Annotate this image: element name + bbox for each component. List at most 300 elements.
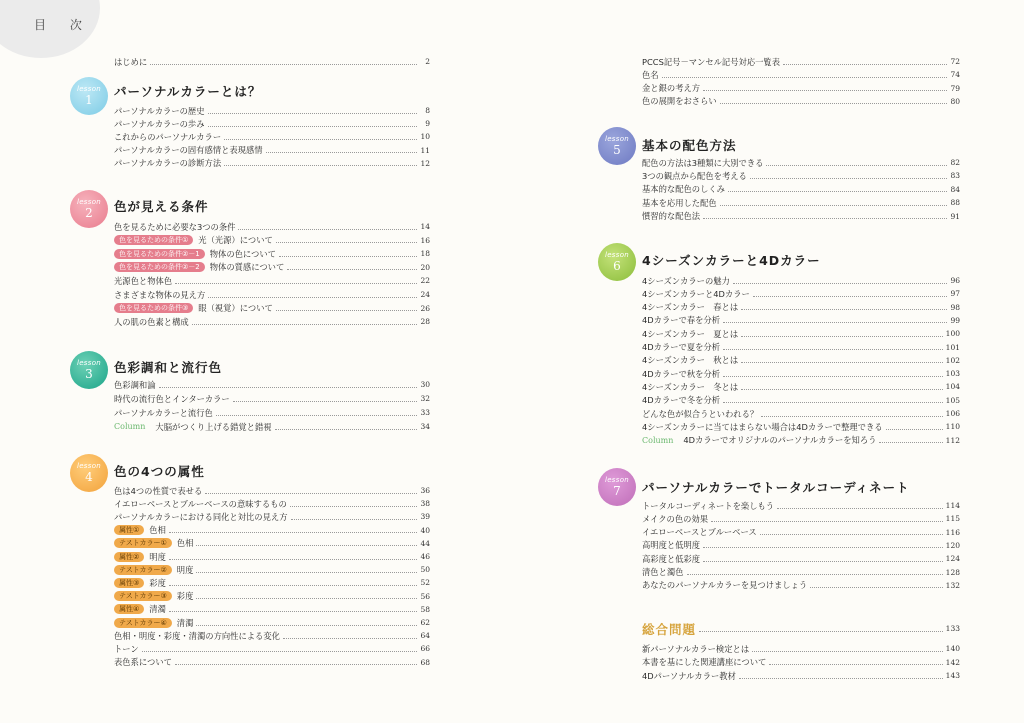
page-number: 102 — [945, 355, 960, 365]
toc-entry[interactable] — [114, 603, 430, 616]
dot-leader — [196, 620, 417, 626]
toc-entry[interactable] — [642, 196, 960, 209]
dot-leader — [169, 580, 417, 586]
lesson-5-title: 基本の配色方法 — [642, 138, 737, 153]
entry-tag: 属性③ — [114, 578, 144, 588]
lesson-2-title: 色が見える条件 — [114, 199, 209, 214]
page-number: 64 — [420, 631, 430, 641]
toc-entry[interactable] — [642, 367, 960, 380]
page-number: 79 — [950, 83, 960, 93]
lesson-number: 7 — [613, 484, 621, 498]
lesson-label: lesson — [76, 85, 102, 93]
entry-title: パーソナルカラーの歩み — [114, 118, 205, 129]
page-number: 98 — [950, 302, 960, 312]
toc-entry[interactable] — [114, 524, 430, 537]
toc-entry[interactable] — [114, 497, 430, 510]
lesson-label: lesson — [604, 476, 630, 484]
page-number: 116 — [945, 527, 960, 537]
entry-title: 基本を応用した配色 — [642, 197, 717, 208]
page-number: 38 — [420, 499, 430, 509]
dot-leader — [761, 411, 943, 417]
entry-title: 4シーズンカラー 秋とは — [642, 355, 739, 366]
entry-title: 清濁 — [149, 604, 166, 615]
dot-leader — [741, 304, 947, 310]
entry-title: パーソナルカラーにおける同化と対比の見え方 — [114, 511, 288, 522]
entry-title: 4シーズンカラー 冬とは — [642, 381, 739, 392]
page-number: 9 — [425, 119, 430, 129]
page-number: 50 — [420, 565, 430, 575]
toc-entry[interactable] — [114, 576, 430, 589]
toc-entry[interactable] — [642, 394, 960, 407]
entry-title: あなたのパーソナルカラーを見つけましょう — [642, 580, 808, 591]
lesson-1-badge — [70, 77, 108, 115]
dot-leader — [741, 357, 943, 363]
entry-title: 基本的な配色のしくみ — [642, 184, 725, 195]
page-number: 103 — [945, 369, 960, 379]
lesson-label: lesson — [76, 198, 102, 206]
dot-leader — [760, 529, 943, 535]
dot-leader — [208, 121, 417, 127]
page-number: 120 — [945, 540, 960, 550]
entry-title: 彩度 — [176, 591, 194, 602]
toc-entry[interactable] — [642, 499, 960, 512]
toc-entry[interactable] — [114, 274, 430, 287]
dot-leader — [216, 410, 417, 416]
entry-title: 4Dカラーでオリジナルのパーソナルカラーを知ろう — [683, 435, 877, 446]
dot-leader — [192, 319, 417, 325]
entry-tag: 属性① — [114, 525, 144, 535]
dot-leader — [766, 160, 947, 166]
dot-leader — [750, 173, 947, 179]
page-number: 84 — [950, 184, 960, 194]
toc-entry[interactable] — [114, 247, 430, 260]
dot-leader — [739, 673, 943, 679]
dot-leader — [275, 424, 417, 430]
entry-title: 彩度 — [149, 577, 166, 588]
lesson-5-badge — [598, 127, 636, 165]
toc-entry[interactable] — [642, 183, 960, 196]
toc-entry-intro[interactable] — [114, 55, 430, 68]
toc-entry[interactable] — [114, 315, 430, 328]
page-number: 26 — [420, 303, 430, 313]
dot-leader — [224, 134, 417, 140]
page-number: 10 — [420, 132, 430, 142]
dot-leader — [290, 501, 417, 507]
lesson-number: 6 — [613, 259, 621, 273]
dot-leader — [287, 264, 417, 270]
entry-title: イエローベースとブルーベースの意味するもの — [114, 498, 287, 509]
toc-entry[interactable] — [114, 288, 430, 301]
dot-leader — [810, 582, 942, 588]
page-number: 133 — [945, 624, 960, 633]
entry-tag: 色を見るための条件②－2 — [114, 262, 205, 272]
entry-title: 色の展開をおさらい — [642, 96, 717, 107]
lesson-label: lesson — [76, 462, 102, 470]
toc-entry[interactable] — [642, 526, 960, 539]
lesson-number: 3 — [85, 367, 93, 381]
entry-title: 大脳がつくり上げる錯覚と錯視 — [155, 421, 272, 432]
dot-leader — [224, 160, 417, 166]
entry-title: 金と銀の考え方 — [642, 83, 701, 94]
entry-title: 本書を基にした関連講座について — [642, 657, 767, 667]
entry-title: 色相 — [176, 538, 194, 549]
page-number: 82 — [950, 158, 960, 167]
toc-entry[interactable] — [642, 354, 960, 367]
entry-title: パーソナルカラーの固有感情と表現感情 — [114, 145, 263, 156]
dot-leader — [238, 224, 417, 230]
toc-entry[interactable] — [642, 274, 960, 287]
page-number: 72 — [950, 57, 960, 66]
entry-title: 清濁 — [176, 617, 194, 628]
toc-entry[interactable] — [114, 117, 430, 130]
dot-leader — [769, 659, 942, 665]
dot-leader — [723, 371, 943, 377]
lesson-label: lesson — [76, 359, 102, 367]
entry-title: パーソナルカラーの診断方法 — [114, 158, 222, 169]
entry-title: 4シーズンカラー 夏とは — [642, 328, 739, 339]
toc-entry[interactable] — [114, 656, 430, 669]
toc-entry[interactable] — [642, 552, 960, 565]
toc-entry[interactable] — [114, 144, 430, 157]
entry-title: どんな色が似合うといわれる？ — [642, 408, 759, 419]
entry-tag: 色を見るための条件③ — [114, 303, 193, 313]
entry-title: 4Dカラーで夏を分析 — [642, 342, 721, 352]
dot-leader — [728, 186, 947, 192]
entry-title: 色相・明度・彩度・清濁の方向性による変化 — [114, 630, 280, 641]
entry-title: PCCS記号－マンセル記号対応一覧表 — [642, 56, 781, 67]
entry-title: 4シーズンカラーの魅力 — [642, 275, 730, 286]
column-label: Column — [114, 422, 146, 431]
dot-leader — [711, 516, 943, 522]
lesson-2-badge — [70, 190, 108, 228]
entry-title: 新パーソナルカラー検定とは — [642, 643, 750, 654]
dot-leader — [752, 646, 943, 652]
toc-entry[interactable] — [114, 616, 430, 629]
toc-entry[interactable] — [114, 220, 430, 233]
entry-title: パーソナルカラーの歴史 — [114, 105, 205, 116]
page-number: 142 — [945, 657, 960, 667]
page-number: 40 — [420, 525, 430, 535]
page-number: 56 — [420, 591, 430, 601]
page-number: 106 — [945, 409, 960, 418]
page-number: 124 — [945, 554, 960, 564]
toc-entry[interactable] — [642, 656, 960, 669]
dot-leader — [783, 59, 947, 65]
lesson-4-title: 色の4つの属性 — [114, 464, 205, 479]
lesson-number: 2 — [85, 206, 93, 220]
toc-entry[interactable] — [114, 392, 430, 405]
toc-entry[interactable] — [642, 669, 960, 682]
toc-entry[interactable] — [114, 302, 430, 315]
entry-title: はじめに — [114, 56, 148, 67]
page-number: 88 — [950, 198, 960, 208]
toc-entry[interactable] — [114, 563, 430, 576]
page-number: 16 — [420, 235, 430, 245]
entry-title: メイクの色の効果 — [642, 513, 709, 524]
toc-entry[interactable] — [642, 301, 960, 314]
dot-leader — [741, 384, 943, 390]
lesson-7-title: パーソナルカラーでトータルコーディネート — [642, 480, 910, 495]
toc-entry[interactable] — [114, 629, 430, 642]
page-number: 18 — [420, 249, 430, 259]
page-number: 101 — [945, 342, 960, 352]
toc-entry[interactable] — [114, 510, 430, 523]
page-number: 32 — [420, 394, 430, 403]
page-number: 66 — [420, 644, 430, 654]
dot-leader — [879, 437, 942, 443]
dot-leader — [233, 396, 417, 402]
toc-entry[interactable] — [642, 566, 960, 579]
dot-leader — [720, 200, 947, 206]
sogo-title: 総合問題 — [642, 621, 697, 637]
toc-entry[interactable] — [642, 55, 960, 68]
dot-leader — [723, 344, 943, 350]
toc-entry[interactable] — [114, 378, 430, 391]
toc-entry[interactable] — [642, 407, 960, 420]
page-number: 2 — [425, 57, 430, 66]
page-number: 20 — [420, 262, 430, 272]
entry-title: 4Dカラーで秋を分析 — [642, 368, 721, 379]
entry-title: これからのパーソナルカラー — [114, 131, 222, 142]
toc-entry[interactable] — [114, 261, 430, 274]
entry-title: さまざまな物体の見え方 — [114, 289, 206, 300]
toc-entry[interactable] — [642, 341, 960, 354]
toc-entry[interactable] — [114, 420, 430, 433]
entry-tag: 色を見るための条件① — [114, 235, 193, 245]
page-number: 80 — [950, 96, 960, 106]
lesson-1-title: パーソナルカラーとは？ — [114, 84, 262, 99]
toc-entry[interactable] — [642, 642, 960, 655]
entry-title: 光（光源）について — [198, 235, 273, 246]
entry-title: 色相 — [149, 525, 166, 536]
page-number: 91 — [950, 211, 960, 221]
dot-leader — [283, 633, 417, 639]
entry-tag: 色を見るための条件②－1 — [114, 249, 205, 259]
dot-leader — [741, 331, 943, 337]
lesson-6-badge — [598, 243, 636, 281]
dot-leader — [159, 382, 418, 388]
lesson-label: lesson — [604, 251, 630, 259]
page-number: 8 — [425, 106, 430, 115]
dot-leader — [208, 108, 417, 114]
lesson-3-badge — [70, 351, 108, 389]
page-number: 12 — [420, 158, 430, 168]
dot-leader — [196, 540, 417, 546]
toc-entry[interactable] — [642, 512, 960, 525]
dot-leader — [753, 291, 947, 297]
dot-leader — [196, 567, 417, 573]
dot-leader — [175, 659, 417, 665]
dot-leader — [169, 554, 417, 560]
page-number: 46 — [420, 552, 430, 561]
dot-leader — [723, 317, 947, 323]
page-number: 97 — [950, 289, 960, 299]
toc-entry[interactable] — [114, 484, 430, 497]
page-number: 115 — [945, 514, 960, 524]
page-number: 62 — [420, 618, 430, 627]
page-number: 105 — [945, 395, 960, 405]
entry-title: 4Dカラーで冬を分析 — [642, 395, 721, 406]
toc-entry[interactable] — [642, 68, 960, 81]
dot-leader — [266, 147, 417, 153]
dot-leader — [205, 488, 417, 494]
page-number: 143 — [945, 671, 960, 680]
toc-entry[interactable] — [642, 434, 960, 447]
dot-leader — [733, 278, 947, 284]
lesson-3-title: 色彩調和と流行色 — [114, 360, 223, 375]
page-title: 目 次 — [34, 18, 92, 32]
toc-entry[interactable] — [642, 169, 960, 182]
entry-title: 人の肌の色素と構成 — [114, 316, 189, 327]
entry-tag: 属性② — [114, 552, 144, 562]
column-label: Column — [642, 435, 674, 445]
entry-title: 配色の方法は3種類に大別できる — [642, 157, 764, 168]
page-number: 132 — [945, 580, 960, 590]
dot-leader — [703, 85, 947, 91]
page-number: 52 — [420, 578, 430, 588]
entry-tag: テストカラー① — [114, 538, 172, 548]
dot-leader — [196, 593, 417, 599]
entry-title: トータルコーディネートを楽しもう — [642, 500, 775, 511]
entry-title: 3つの観点から配色を考える — [642, 170, 747, 181]
toc-entry[interactable] — [642, 95, 960, 108]
entry-title: トーン — [114, 643, 139, 654]
page-number: 114 — [945, 501, 960, 510]
entry-title: 4シーズンカラーに当てはまらない場合は4Dカラーで整理できる — [642, 421, 883, 432]
toc-entry[interactable] — [642, 327, 960, 340]
entry-title: 4Dカラーで春を分析 — [642, 315, 721, 326]
page-number: 30 — [420, 380, 430, 389]
entry-title: 色名 — [642, 69, 659, 80]
dot-leader — [703, 542, 943, 548]
page-number: 24 — [420, 290, 430, 299]
page-number: 100 — [945, 329, 960, 339]
lesson-6-title: 4シーズンカラーと4Dカラー — [642, 253, 821, 268]
entry-title: 清色と濁色 — [642, 567, 684, 577]
dot-leader — [175, 278, 417, 284]
page-number: 74 — [950, 70, 960, 80]
dot-leader — [720, 98, 947, 104]
dot-leader — [291, 514, 418, 520]
page-number: 112 — [945, 435, 960, 445]
entry-title: 表色系について — [114, 657, 172, 668]
entry-title: 4Dパーソナルカラー教材 — [642, 670, 736, 681]
toc-entry[interactable] — [114, 104, 430, 117]
dot-leader — [662, 72, 947, 78]
toc-entry[interactable] — [114, 537, 430, 550]
page-number: 140 — [945, 644, 960, 653]
dot-leader — [142, 646, 417, 652]
toc-entry[interactable] — [642, 314, 960, 327]
lesson-label: lesson — [604, 135, 630, 143]
toc-entry[interactable] — [642, 579, 960, 592]
entry-title: 高明度と低明度 — [642, 540, 701, 551]
page-number: 104 — [945, 382, 960, 392]
lesson-7-badge — [598, 468, 636, 506]
dot-leader — [703, 556, 943, 562]
toc-entry[interactable] — [642, 82, 960, 95]
page-number: 110 — [945, 422, 960, 432]
page-number: 28 — [420, 317, 430, 327]
toc-entry[interactable] — [642, 210, 960, 223]
dot-leader — [150, 59, 417, 65]
toc-entry[interactable] — [114, 550, 430, 563]
page-number: 11 — [420, 145, 430, 155]
toc-entry[interactable] — [114, 590, 430, 603]
entry-title: 色彩調和論 — [114, 379, 156, 390]
page-number: 58 — [420, 604, 430, 614]
dot-leader — [169, 606, 417, 612]
page-number: 44 — [420, 538, 430, 548]
dot-leader — [723, 397, 943, 403]
toc-entry[interactable] — [642, 287, 960, 300]
page-number: 22 — [420, 276, 430, 286]
dot-leader — [699, 626, 943, 632]
page-number: 68 — [420, 657, 430, 667]
entry-title: 色は4つの性質で表せる — [114, 485, 203, 496]
entry-title: 時代の流行色とインターカラー — [114, 393, 230, 404]
entry-tag: テストカラー② — [114, 565, 172, 575]
lesson-number: 4 — [85, 470, 93, 484]
page-number: 36 — [420, 486, 430, 495]
lesson-4-badge — [70, 454, 108, 492]
toc-entry[interactable] — [642, 156, 960, 169]
entry-title: 色を見るために必要な3つの条件 — [114, 221, 236, 232]
dot-leader — [777, 503, 943, 509]
page-number: 14 — [420, 222, 430, 231]
toc-entry[interactable] — [114, 157, 430, 170]
entry-title: 光源色と物体色 — [114, 275, 173, 286]
toc-entry[interactable] — [114, 130, 430, 143]
toc-entry[interactable] — [114, 406, 430, 419]
dot-leader — [276, 237, 417, 243]
toc-entry[interactable] — [114, 234, 430, 247]
toc-entry[interactable] — [642, 380, 960, 393]
toc-entry[interactable] — [642, 539, 960, 552]
lesson-number: 5 — [613, 143, 621, 157]
entry-title: パーソナルカラーと流行色 — [114, 407, 213, 418]
entry-title: 4シーズンカラーと4Dカラー — [642, 288, 750, 299]
toc-entry[interactable] — [642, 420, 960, 433]
dot-leader — [279, 251, 417, 257]
page-number: 83 — [950, 171, 960, 181]
page-number: 39 — [420, 512, 430, 522]
page-number: 96 — [950, 276, 960, 285]
dot-leader — [687, 569, 943, 575]
lesson-number: 1 — [85, 93, 93, 107]
toc-entry[interactable] — [114, 642, 430, 655]
dot-leader — [208, 292, 417, 298]
dot-leader — [886, 424, 943, 430]
entry-title: 高彩度と低彩度 — [642, 553, 701, 564]
dot-leader — [169, 527, 417, 533]
toc-entry-sogo[interactable] — [642, 622, 960, 635]
entry-title: 慣習的な配色法 — [642, 211, 701, 222]
dot-leader — [703, 213, 947, 219]
page-number: 128 — [945, 567, 960, 577]
page-number: 34 — [420, 422, 430, 431]
page-number: 33 — [420, 408, 430, 417]
entry-title: イエローベースとブルーベース — [642, 527, 757, 538]
entry-tag: 属性④ — [114, 604, 144, 614]
page-number: 99 — [950, 315, 960, 325]
entry-title: 明度 — [149, 551, 166, 562]
dot-leader — [276, 305, 417, 311]
entry-tag: テストカラー③ — [114, 591, 172, 601]
entry-title: 物体の色について — [209, 248, 276, 259]
entry-title: 物体の質感について — [209, 262, 285, 273]
entry-title: 4シーズンカラー 春とは — [642, 302, 739, 313]
